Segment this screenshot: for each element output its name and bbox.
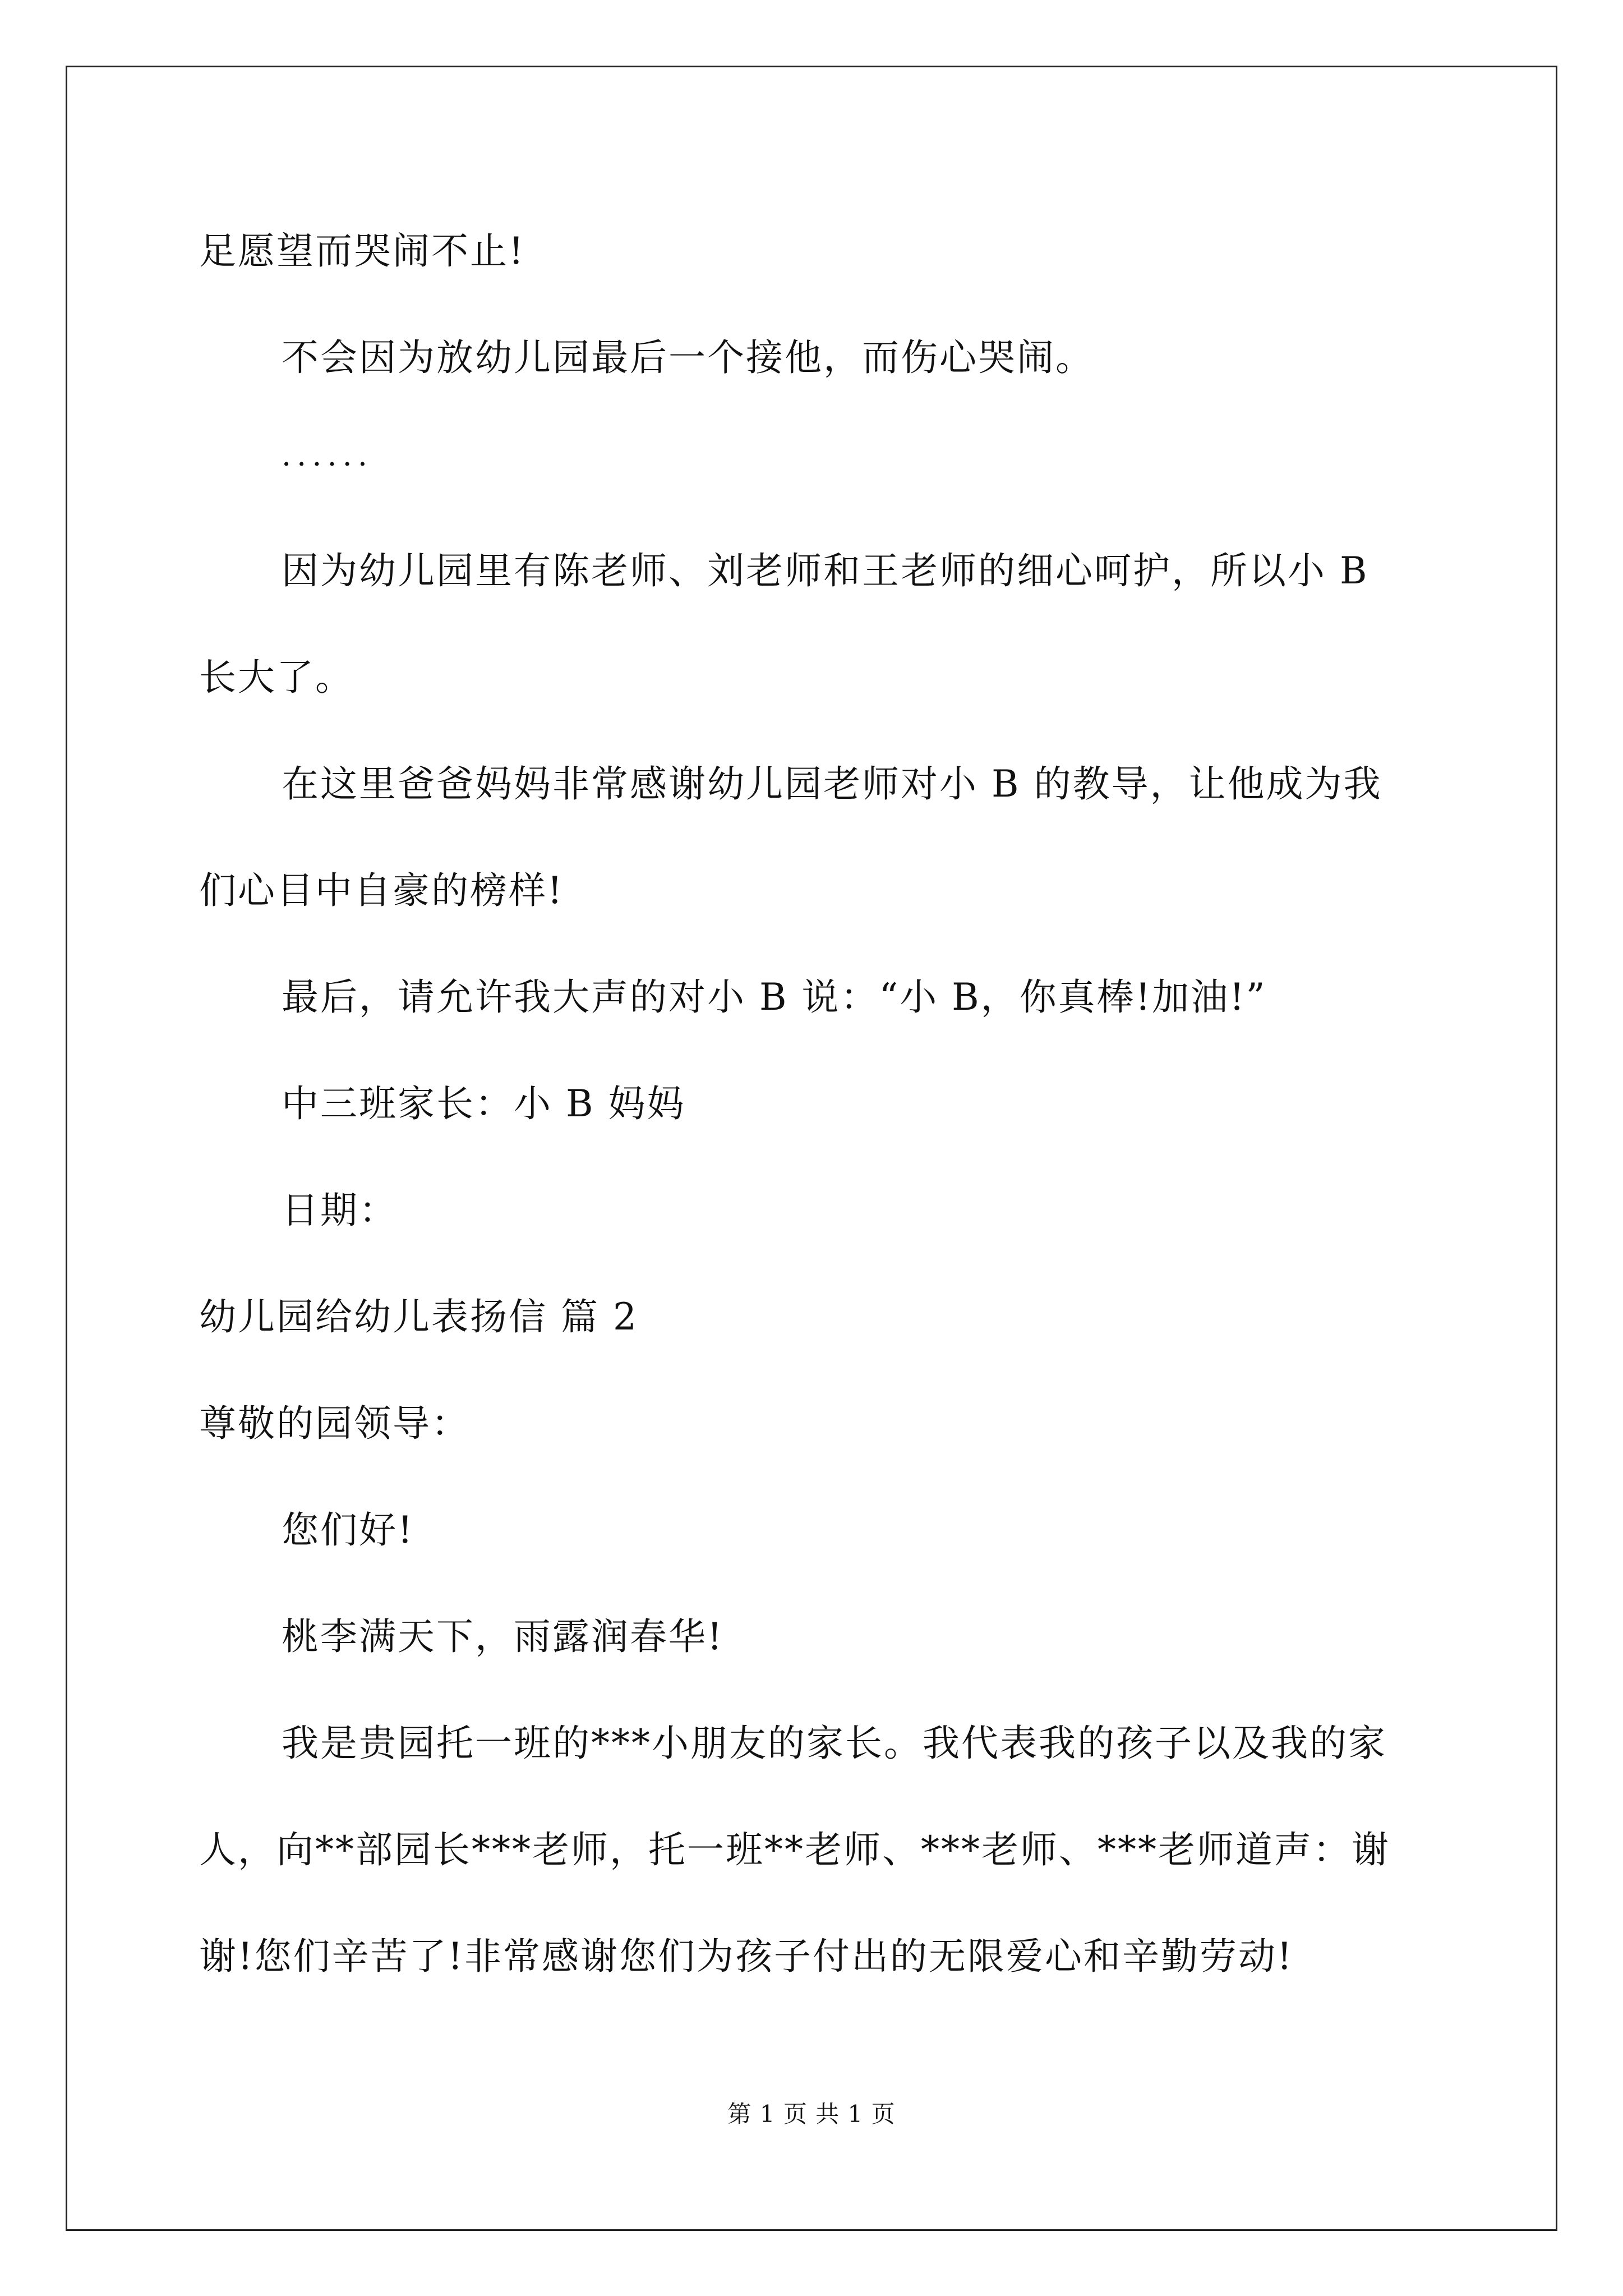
paragraph-line: 人，向**部园长***老师，托一班**老师、***老师、***老师道声：谢 [199,1828,1390,1871]
paragraph-line: 足愿望而哭闹不止! [199,229,525,273]
salutation: 尊敬的园领导： [199,1402,470,1445]
paragraph-line: 谢!您们辛苦了!非常感谢您们为孩子付出的无限爱心和辛勤劳动! [199,1935,1294,1978]
paragraph-line: 不会因为放幼儿园最后一个接他，而伤心哭闹。 [282,336,1094,379]
page-border [66,66,1557,2231]
section-heading: 幼儿园给幼儿表扬信 篇 2 [199,1295,638,1338]
greeting: 您们好! [282,1508,414,1552]
paragraph-line: 因为幼儿园里有陈老师、刘老师和王老师的细心呵护，所以小 B [282,549,1369,592]
paragraph-line: 最后，请允许我大声的对小 B 说：“小 B，你真棒!加油!” [282,976,1267,1019]
ellipsis-line: ······ [282,447,373,482]
paragraph-line: 在这里爸爸妈妈非常感谢幼儿园老师对小 B 的教导，让他成为我 [282,762,1382,806]
signature-line: 中三班家长：小 B 妈妈 [282,1082,686,1125]
paragraph-line: 桃李满天下，雨露润春华! [282,1615,724,1658]
paragraph-line: 我是贵园托一班的***小朋友的家长。我代表我的孩子以及我的家 [282,1722,1387,1765]
date-line: 日期： [282,1189,398,1232]
paragraph-line: 们心目中自豪的榜样! [199,869,564,912]
page-number-footer: 第 1 页 共 1 页 [727,2100,896,2128]
paragraph-line: 长大了。 [199,656,354,699]
